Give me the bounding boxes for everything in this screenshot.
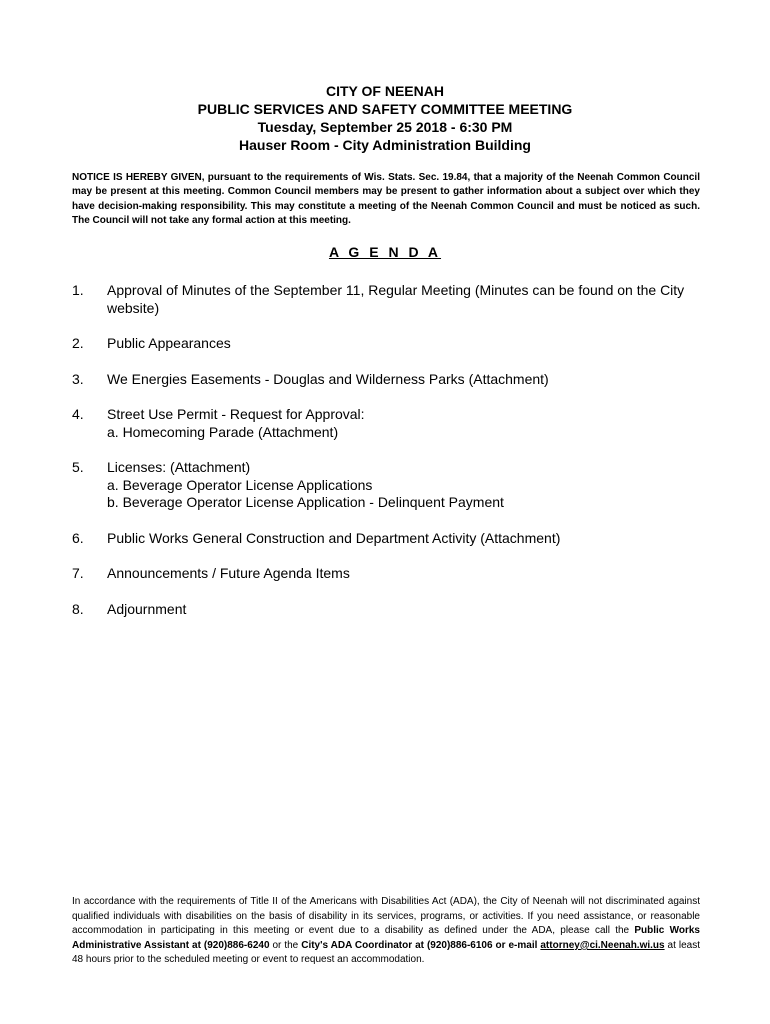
- agenda-item-number: 7.: [72, 565, 84, 581]
- city-name: CITY OF NEENAH: [326, 83, 444, 99]
- agenda-item-number: 4.: [72, 406, 84, 422]
- agenda-subitem: b. Beverage Operator License Application - Delinquent Payment: [107, 494, 504, 510]
- agenda-item-number: 1.: [72, 282, 84, 298]
- agenda-item-text: Licenses: (Attachment): [107, 459, 251, 475]
- agenda-item-text: Public Works General Construction and Department Activity (Attachment): [107, 529, 561, 546]
- ada-text-3: at least 48 hours prior to the scheduled meeting or event to request an accommodation.: [72, 939, 700, 966]
- ada-email-link[interactable]: attorney@ci.Neenah.wi.us: [540, 939, 665, 951]
- agenda-subitem: a. Beverage Operator License Applications: [107, 476, 373, 493]
- ada-text-1: In accordance with the requirements of Title II of the Americans with Disabilities Act (ADA), the City of Neenah will not discriminated against qualified individuals with disabilities on the basis of disability in its services, programs, or activities. If you need assistance, or reasonable accommodation in participating in this meeting or event due to a disability as defined under the ADA, please call the: [72, 896, 700, 937]
- ada-contact-coordinator: City's ADA Coordinator at (920)886-6106 or e-mail: [301, 939, 541, 951]
- agenda-item-number: 6.: [72, 529, 84, 546]
- agenda-title: A G E N D A: [328, 244, 442, 260]
- meeting-header: [0, 82, 770, 154]
- agenda-item-text: We Energies Easements - Douglas and Wilderness Parks (Attachment): [107, 370, 549, 387]
- agenda-item: [72, 459, 700, 512]
- agenda-item-text: Adjournment: [107, 600, 187, 617]
- agenda-item-text: Approval of Minutes of the September 11, Regular Meeting (Minutes can be found on the City website): [107, 282, 685, 316]
- agenda-item-number: 2.: [72, 335, 84, 351]
- agenda-item-number: 8.: [72, 600, 84, 617]
- ada-notice: [72, 895, 700, 968]
- committee-name: PUBLIC SERVICES AND SAFETY COMMITTEE MEETING: [197, 101, 573, 117]
- agenda-item: [72, 601, 700, 619]
- agenda-item: [72, 335, 700, 353]
- agenda-list: [72, 282, 700, 636]
- agenda-item: [72, 565, 700, 583]
- agenda-item: [72, 530, 700, 548]
- notice-paragraph: NOTICE IS HEREBY GIVEN, pursuant to the requirements of Wis. Stats. Sec. 19.84, that a majority of the Neenah Common Council may be present at this meeting. Common Council members may be present to gather information about a subject over which they have decision-making responsibility. This may constitute a meeting of the Neenah Common Council and must be noticed as such. The Council will not take any formal action at this meeting.: [72, 172, 700, 226]
- agenda-item-text: Street Use Permit - Request for Approval:: [107, 406, 365, 422]
- agenda-item-text: Public Appearances: [107, 335, 231, 351]
- agenda-item: [72, 371, 700, 389]
- agenda-subitem: a. Homecoming Parade (Attachment): [107, 423, 339, 440]
- meeting-date: Tuesday, September 25 2018 - 6:30 PM: [257, 119, 513, 135]
- agenda-item: [72, 406, 700, 441]
- agenda-item-number: 3.: [72, 370, 84, 387]
- ada-contact-assistant: Public Works Administrative Assistant at (920)886-6240: [72, 925, 700, 951]
- agenda-item: [72, 282, 700, 317]
- ada-text-2: or the: [269, 939, 302, 951]
- agenda-item-text: Announcements / Future Agenda Items: [107, 565, 350, 581]
- agenda-item-number: 5.: [72, 459, 84, 475]
- meeting-location: Hauser Room - City Administration Building: [239, 137, 531, 153]
